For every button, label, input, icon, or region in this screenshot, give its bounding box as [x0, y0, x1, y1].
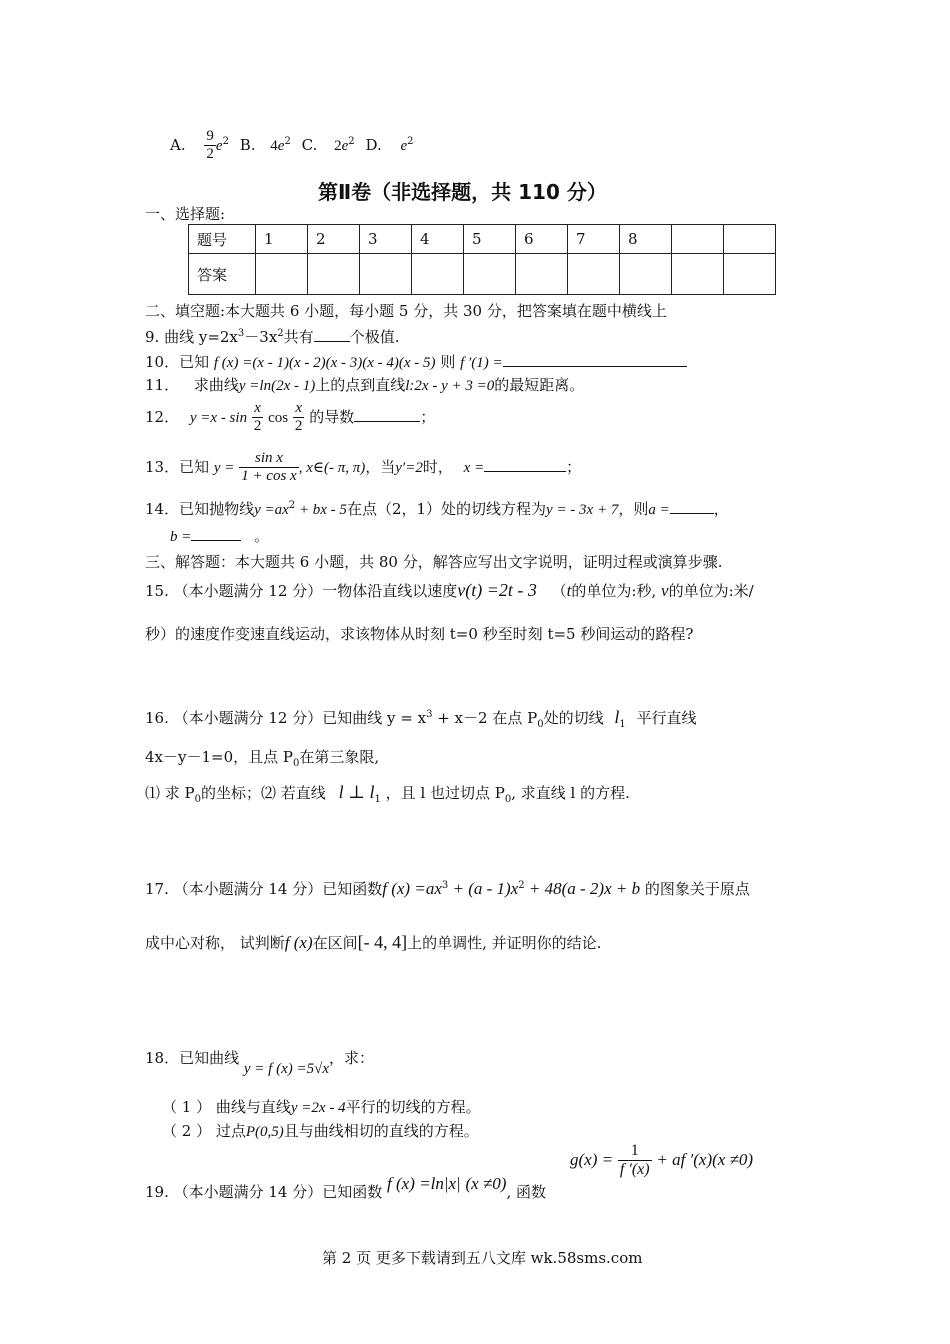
table-cell-number: 1	[256, 225, 308, 254]
q13-x-eq: x =	[463, 459, 485, 476]
q16-perp-sub: 1	[374, 794, 381, 805]
q12-end: ；	[420, 407, 436, 426]
question-18-part-2	[162, 1120, 479, 1141]
q16-line3-sub2: 0	[504, 794, 512, 805]
choice-d-e: e	[400, 137, 408, 154]
q13-domain: , x∈(- π, π)	[298, 459, 366, 476]
question-13	[145, 450, 581, 486]
q12-label: 12．	[145, 407, 180, 426]
q10-label: 10．已知	[145, 353, 210, 371]
q14-label: 14．已知抛物线	[145, 500, 255, 518]
answer-cell[interactable]	[620, 254, 672, 295]
answer-cell[interactable]	[516, 254, 568, 295]
q12-frac2-den: 2	[294, 418, 303, 435]
q19-g-num: 1	[618, 1142, 652, 1161]
q19-g-rest: + af ′(x)(x ≠0)	[656, 1149, 754, 1169]
q18-p2-text1: 过点	[215, 1122, 246, 1140]
q9-answer-blank[interactable]	[314, 327, 350, 342]
choices-row	[170, 128, 414, 164]
q16-line2: 4x－y－1=0，且点 P	[145, 748, 293, 766]
choice-b-exp: 2	[284, 135, 291, 147]
q12-lhs: y =x - sin	[189, 409, 248, 426]
table-cell-number: 3	[360, 225, 412, 254]
q18-p1-text2: 平行的切线的方程。	[345, 1098, 481, 1116]
q14-tangent: y = - 3x + 7	[546, 502, 619, 518]
question-14	[145, 498, 729, 519]
q12-cos: cos	[268, 409, 289, 426]
question-16-line-2	[145, 746, 379, 769]
q19-mid: , 函数	[506, 1183, 546, 1201]
q10-then: 则	[440, 353, 456, 371]
q12-fraction-1	[252, 400, 264, 436]
q16-end: 平行直线	[636, 709, 697, 727]
choice-b-val: 4	[270, 137, 278, 154]
table-header-row	[189, 225, 776, 254]
q11-line: l:2x - y + 3 =0	[405, 378, 495, 394]
q13-when: 时，	[422, 457, 453, 476]
q16-line3-mid: 的坐标；⑵ 若直线	[201, 784, 326, 802]
question-15-line-1	[145, 580, 754, 601]
q12-frac1-num: x	[252, 400, 264, 418]
q17-fx: f (x)	[284, 933, 313, 952]
page-footer: 第 2 页 更多下载请到五八文库 wk.58sms.com	[322, 1249, 643, 1267]
q16-pre: 16. （本小题满分 12 分）已知曲线 y = x	[145, 709, 427, 727]
q19-f: f (x) =ln|x|	[387, 1174, 461, 1193]
question-10	[145, 351, 687, 372]
q13-end: ；	[566, 457, 582, 476]
q10-expr: f (x) =(x - 1)(x - 2)(x - 3)(x - 4)(x - 5)	[213, 355, 436, 371]
table-answer-label: 答案	[189, 254, 256, 295]
q17-pre: 17. （本小题满分 14 分）已知函数	[145, 880, 383, 898]
section-2-heading: 二、填空题:本大题共 6 小题，每小题 5 分，共 30 分，把答案填在题中横线上	[145, 302, 667, 320]
table-cell-number: 2	[308, 225, 360, 254]
q16-post: 处的切线	[543, 709, 604, 727]
question-14-b	[170, 525, 269, 546]
question-17-line-1	[145, 878, 750, 899]
q19-g-fraction	[618, 1142, 652, 1180]
q15-unit2: 的单位为:米/	[668, 582, 754, 600]
q17-e3: 3	[441, 880, 449, 891]
q16-exp: 3	[426, 709, 433, 720]
q12-text: 的导数	[309, 407, 355, 426]
q15-pre: 15. （本小题满分 12 分）一物体沿直线以速度	[145, 582, 458, 600]
choice-a-label: A.	[170, 135, 186, 154]
q16-line3-end: , 求直线 l 的方程.	[511, 784, 630, 802]
q16-l-sub: 1	[619, 719, 626, 730]
q9-prefix: 9. 曲线 y=2x	[145, 328, 238, 346]
q12-frac2-num: x	[293, 400, 305, 418]
section-1-heading: 一、选择题:	[145, 205, 226, 223]
q13-lhs: y =	[213, 459, 235, 476]
choice-c-e: e	[341, 137, 349, 154]
q19-cond: (x ≠0)	[465, 1174, 507, 1193]
choice-b-label: B.	[239, 135, 256, 154]
q10-answer-blank[interactable]	[503, 352, 687, 367]
q14-expr2: + bx - 5	[295, 502, 347, 518]
q14-end: 。	[254, 527, 270, 545]
choice-a-num: 9	[204, 128, 216, 146]
q12-fraction-2	[293, 400, 305, 436]
answer-cell[interactable]	[724, 254, 776, 295]
choice-a-den: 2	[206, 146, 214, 163]
answer-cell[interactable]	[672, 254, 724, 295]
choice-d-label: D.	[365, 135, 382, 154]
question-12	[145, 400, 435, 436]
q12-answer-blank[interactable]	[354, 407, 420, 422]
q14-text1: 在点（2，1）处的切线方程为	[346, 500, 547, 518]
q18-p1-label: （ 1 ）	[162, 1098, 212, 1116]
q15-paren: （	[551, 582, 567, 600]
q18-p2-text2: 且与曲线相切的直线的方程。	[283, 1122, 479, 1140]
q18-end: ，求：	[328, 1049, 374, 1067]
q16-perp: l ⊥ l	[338, 782, 375, 802]
q18-p2-point: P(0,5)	[245, 1124, 284, 1140]
q17-f: f (x) =ax	[382, 879, 442, 898]
q16-p-sub: 0	[537, 719, 544, 730]
question-16-line-1	[145, 707, 697, 730]
q13-den: 1 + cos x	[241, 468, 297, 485]
q11-text1: 求曲线	[193, 376, 239, 394]
table-cell-number: 8	[620, 225, 672, 254]
choice-d-exp: 2	[407, 135, 414, 147]
question-11	[145, 374, 584, 395]
q16-mid: + x－2 在点 P	[432, 709, 538, 727]
q19-g-den: f ′(x)	[619, 1161, 650, 1179]
q13-num: sin x	[239, 450, 299, 468]
q14-text2: ，则	[618, 500, 649, 518]
q9-exp2: 2	[277, 328, 284, 339]
q13-label: 13．已知	[145, 457, 210, 476]
q17-interval: [- 4, 4]	[357, 932, 408, 952]
q15-t: t	[566, 581, 572, 600]
q16-line3-sub: 0	[194, 794, 202, 805]
q14-comma: ，	[713, 500, 729, 518]
q13-deriv: y′=2	[395, 459, 423, 476]
section-title: 第Ⅱ卷（非选择题，共 110 分）	[318, 180, 607, 204]
q14-expr: y =ax	[254, 502, 289, 518]
table-cell-number: 6	[516, 225, 568, 254]
choice-c-exp: 2	[348, 135, 355, 147]
question-15-line-2: 秒）的速度作变速直线运动，求该物体从时刻 t=0 秒至时刻 t=5 秒间运动的路程?	[145, 625, 694, 643]
q17-end: 的图象关于原点	[644, 880, 750, 898]
q9-end: 个极值.	[349, 328, 400, 346]
q14-a-eq: a =	[648, 502, 670, 518]
q9-mid: －3x	[244, 328, 278, 346]
answer-cell[interactable]	[464, 254, 516, 295]
answer-table	[188, 224, 776, 295]
q16-line2-end: 在第三象限,	[299, 748, 380, 766]
question-18	[145, 1047, 374, 1077]
table-cell-number: 4	[412, 225, 464, 254]
q11-label: 11．	[145, 376, 180, 394]
q18-p2-label: （ 2 ）	[162, 1122, 212, 1140]
answer-cell[interactable]	[256, 254, 308, 295]
choice-a-e: e	[215, 137, 223, 154]
q16-line3-pre: ⑴ 求 P	[145, 784, 195, 802]
q13-cond: ，当	[365, 457, 396, 476]
q14-a-blank[interactable]	[670, 499, 714, 514]
q17-line2-end: 上的单调性, 并证明你的结论.	[407, 934, 602, 952]
question-19-g	[570, 1142, 753, 1180]
q17-f2: + (a - 1)x	[448, 879, 519, 898]
q13-answer-blank[interactable]	[484, 457, 566, 472]
q16-line2-sub: 0	[293, 758, 300, 769]
q18-p1-text1: 曲线与直线	[215, 1098, 291, 1116]
question-9	[145, 326, 399, 347]
q12-frac1-den: 2	[253, 418, 262, 435]
q13-fraction	[239, 450, 299, 486]
question-19	[145, 1174, 546, 1202]
q14-b-eq: b =	[170, 529, 192, 545]
choice-c-val: 2	[334, 137, 342, 154]
table-answer-row	[189, 254, 776, 295]
q16-l: l	[614, 707, 620, 727]
answer-cell[interactable]	[412, 254, 464, 295]
table-header-label: 题号	[189, 225, 256, 254]
q11-text2: 上的点到直线	[315, 376, 406, 394]
section-3-heading: 三、解答题：本大题共 6 小题，共 80 分，解答应写出文字说明，证明过程或演算步骤.	[145, 553, 723, 571]
choice-c-label: C.	[301, 135, 318, 154]
q18-curve: y = f (x) =5√x	[243, 1061, 329, 1077]
q17-line2-mid: 在区间	[312, 934, 358, 952]
q19-pre: 19. （本小题满分 14 分）已知函数	[145, 1183, 383, 1201]
question-18-part-1	[162, 1096, 481, 1117]
q15-velocity: v(t) =2t - 3	[457, 580, 537, 600]
choice-b-e: e	[277, 137, 285, 154]
q19-g: g(x) =	[570, 1149, 614, 1169]
table-cell-number	[724, 225, 776, 254]
q10-deriv: f ′(1) =	[460, 355, 503, 371]
choice-a-fraction	[204, 128, 216, 164]
table-cell-number	[672, 225, 724, 254]
q11-text3: 的最短距离。	[494, 376, 585, 394]
q14-exp: 2	[288, 500, 296, 511]
q11-curve: y =ln(2x - 1)	[238, 378, 316, 394]
q15-v2: v	[661, 581, 669, 600]
q18-p1-line: y =2x - 4	[290, 1100, 346, 1116]
q15-unit1: 的单位为:秒,	[571, 582, 657, 600]
table-cell-number: 5	[464, 225, 516, 254]
answer-cell[interactable]	[360, 254, 412, 295]
answer-cell[interactable]	[568, 254, 620, 295]
q9-suffix: 共有	[283, 328, 314, 346]
answer-cell[interactable]	[308, 254, 360, 295]
question-17-line-2	[145, 932, 601, 953]
q17-f3: + 48(a - 2)x + b	[524, 879, 641, 898]
q18-label: 18．已知曲线	[145, 1049, 240, 1067]
table-cell-number: 7	[568, 225, 620, 254]
q17-e2: 2	[518, 880, 525, 891]
choice-a-exp: 2	[222, 135, 229, 147]
q14-b-blank[interactable]	[191, 526, 241, 541]
question-16-line-3	[145, 782, 630, 805]
q16-line3-post: ，且 l 也过切点 P	[385, 784, 505, 802]
q17-line2-pre: 成中心对称， 试判断	[145, 934, 285, 952]
q9-exp1: 3	[237, 328, 245, 339]
